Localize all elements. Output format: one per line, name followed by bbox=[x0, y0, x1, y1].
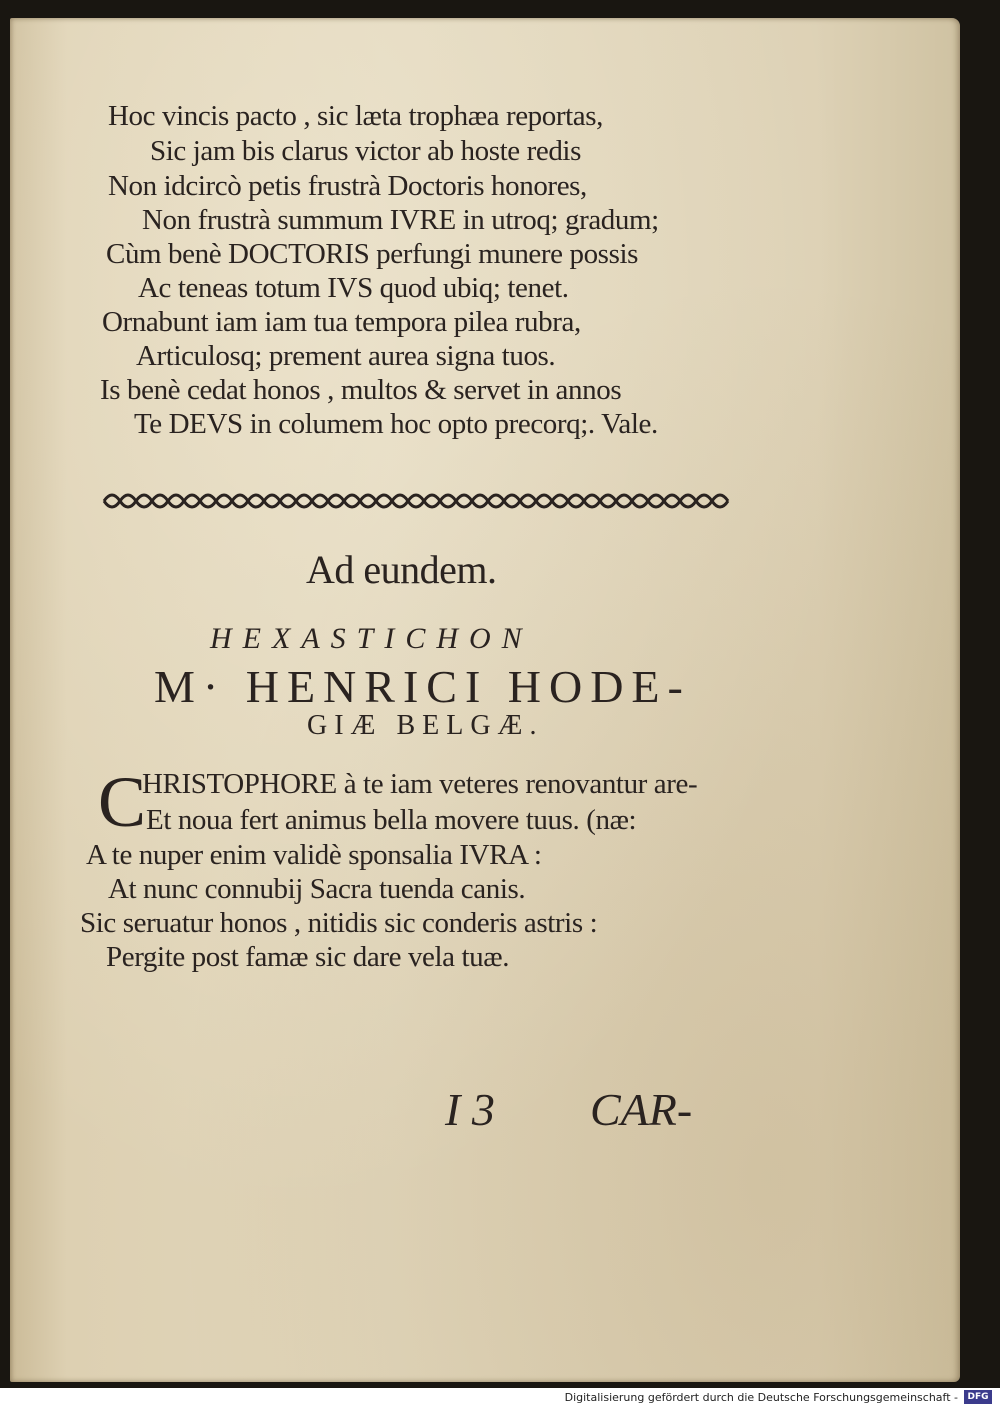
poem-top-line: Non frustrà summum IVRE in utroq; gradum; bbox=[142, 204, 659, 236]
poem-top-line: Ac teneas totum IVS quod ubiq; tenet. bbox=[138, 272, 569, 304]
poem-top-line: Cùm benè DOCTORIS perfungi munere possis bbox=[106, 238, 638, 270]
poem-top-line: Te DEVS in columem hoc opto precorq;. Vale. bbox=[134, 408, 658, 440]
poem-top-line: Articulosq; prement aurea signa tuos. bbox=[136, 340, 556, 372]
footer-credit-text: Digitalisierung gefördert durch die Deutsche Forschungsgemeinschaft - bbox=[564, 1391, 958, 1404]
book-page bbox=[10, 18, 960, 1382]
poem-bottom-line: Pergite post famæ sic dare vela tuæ. bbox=[106, 941, 510, 973]
drop-capital: C bbox=[98, 762, 147, 842]
poem-bottom-line: A te nuper enim validè sponsalia IVRA : bbox=[86, 839, 542, 871]
poem-bottom-line: HRISTOPHORE à te iam veteres renovantur are- bbox=[142, 768, 698, 800]
poem-bottom-line: Sic seruatur honos , nitidis sic conderis astris : bbox=[80, 907, 598, 939]
subheading-line2: M· HENRICI HODE- bbox=[154, 661, 691, 712]
subheading-line3: GIÆ BELGÆ. bbox=[307, 710, 544, 741]
ornament-band bbox=[100, 486, 740, 516]
subheading-line1: HEXASTICHON bbox=[210, 622, 533, 655]
poem-top-line: Hoc vincis pacto , sic læta trophæa reportas, bbox=[108, 100, 604, 132]
catchword: CAR- bbox=[590, 1084, 693, 1135]
poem-top-line: Ornabunt iam iam tua tempora pilea rubra, bbox=[102, 306, 581, 338]
signature-mark: I 3 bbox=[445, 1084, 495, 1135]
section-heading: Ad eundem. bbox=[306, 547, 497, 592]
poem-bottom-line: Et noua fert animus bella movere tuus. (næ: bbox=[146, 804, 637, 836]
poem-top-line: Is benè cedat honos , multos & servet in annos bbox=[100, 374, 622, 406]
poem-top-line: Non idcircò petis frustrà Doctoris honores, bbox=[108, 170, 587, 202]
poem-bottom-line: At nunc connubij Sacra tuenda canis. bbox=[108, 873, 526, 905]
poem-top-line: Sic jam bis clarus victor ab hoste redis bbox=[150, 135, 581, 167]
dfg-logo: DFG bbox=[964, 1390, 992, 1404]
